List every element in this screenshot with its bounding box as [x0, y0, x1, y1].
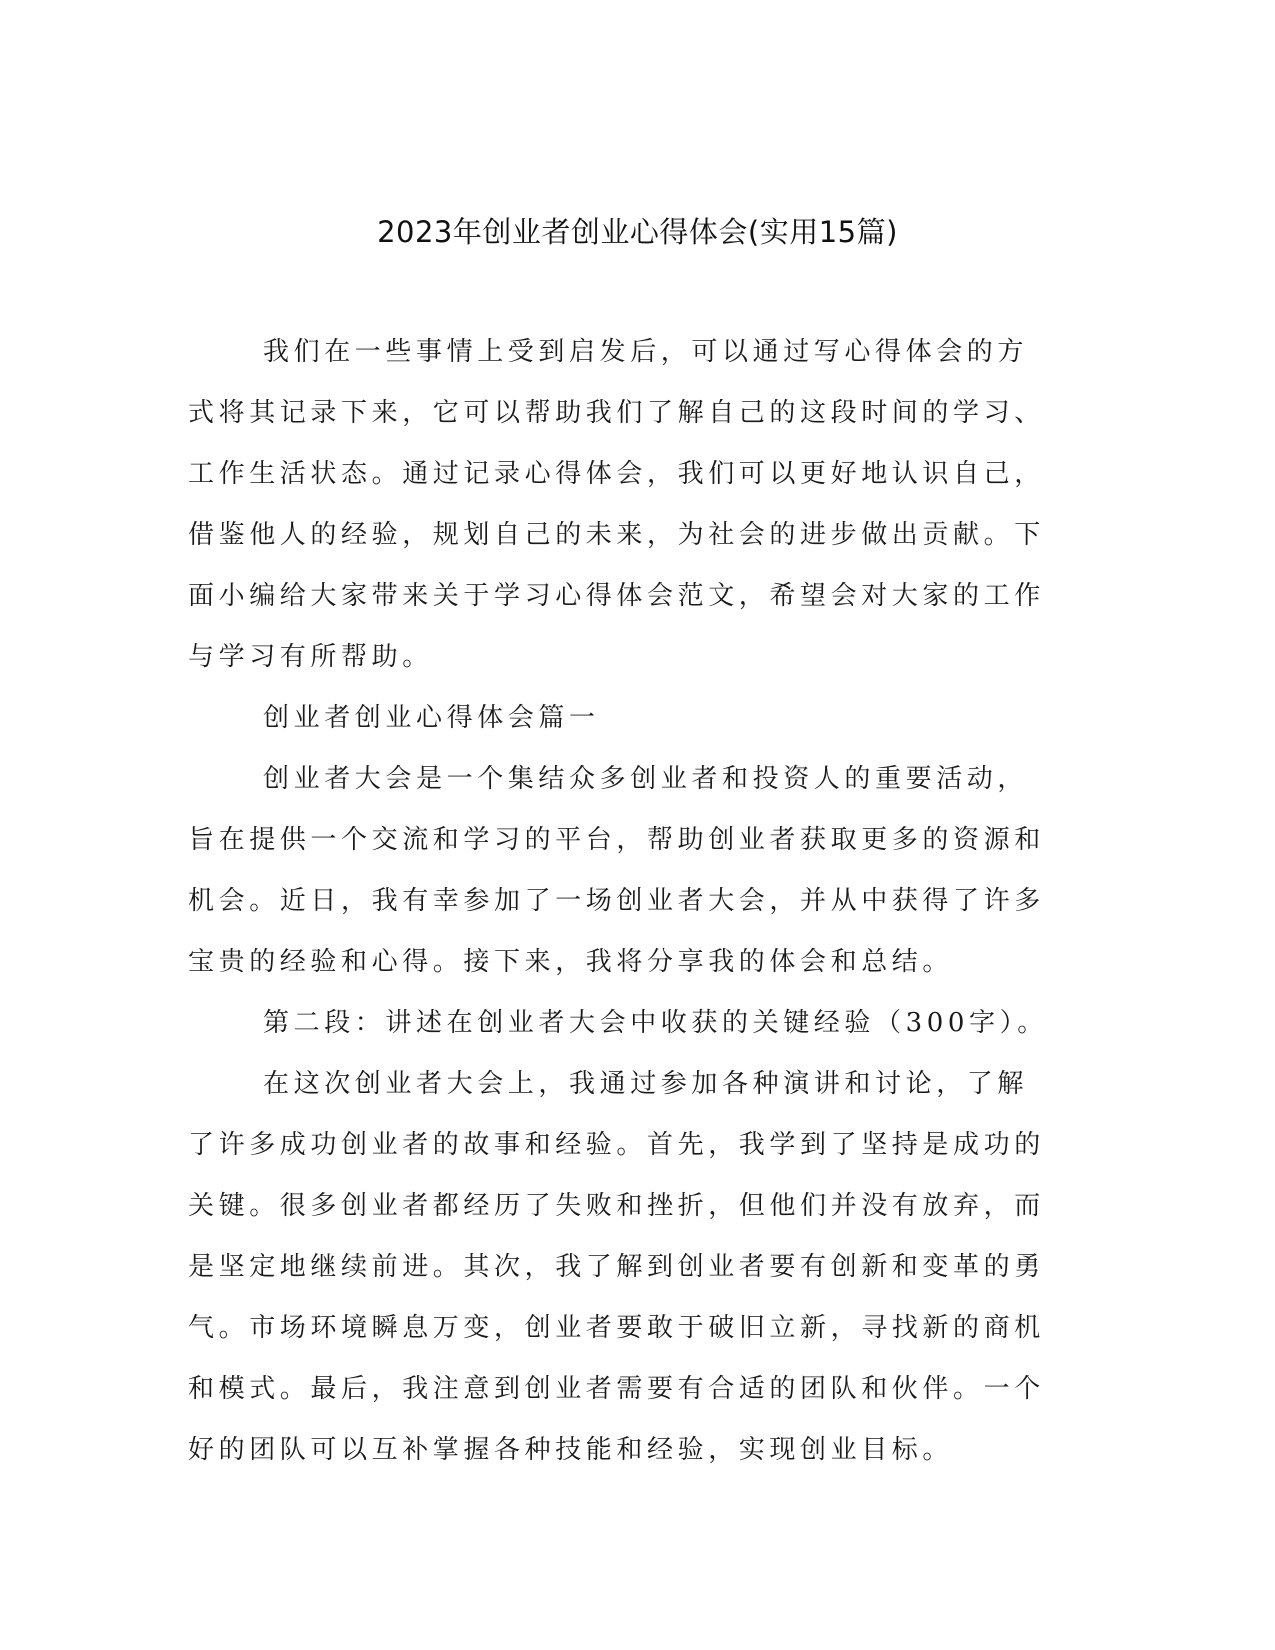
document-body [188, 322, 1048, 1481]
section-heading: 创业者创业心得体会篇一 [263, 703, 600, 733]
paragraph-experience: 在这次创业者大会上，我通过参加各种演讲和讨论，了解了许多成功创业者的故事和经验。首先，我学到了坚持是成功的关键。很多创业者都经历了失败和挫折，但他们并没有放弃，而是坚定地继续前进。其次，我了解到创业者要有创新和变革的勇气。市场环境瞬息万变，创业者要敢于破旧立新，寻找新的商机和模式。最后，我注意到创业者需要有合适的团队和伙伴。一个好的团队可以互补掌握各种技能和经验，实现创业目标。 [188, 1069, 1045, 1465]
paragraph-intro: 我们在一些事情上受到启发后，可以通过写心得体会的方式将其记录下来，它可以帮助我们了解自己的这段时间的学习、工作生活状态。通过记录心得体会，我们可以更好地认识自己，借鉴他人的经验，规划自己的未来，为社会的进步做出贡献。下面小编给大家带来关于学习心得体会范文，希望会对大家的工作与学习有所帮助。 [188, 337, 1045, 672]
paragraph-subheading: 第二段：讲述在创业者大会中收获的关键经验（300字）。 [263, 1008, 1048, 1038]
document-title: 2023年创业者创业心得体会(实用15篇) [377, 215, 898, 249]
paragraph-conference: 创业者大会是一个集结众多创业者和投资人的重要活动，旨在提供一个交流和学习的平台，帮助创业者获取更多的资源和机会。近日，我有幸参加了一场创业者大会，并从中获得了许多宝贵的经验和心得。接下来，我将分享我的体会和总结。 [188, 764, 1045, 977]
